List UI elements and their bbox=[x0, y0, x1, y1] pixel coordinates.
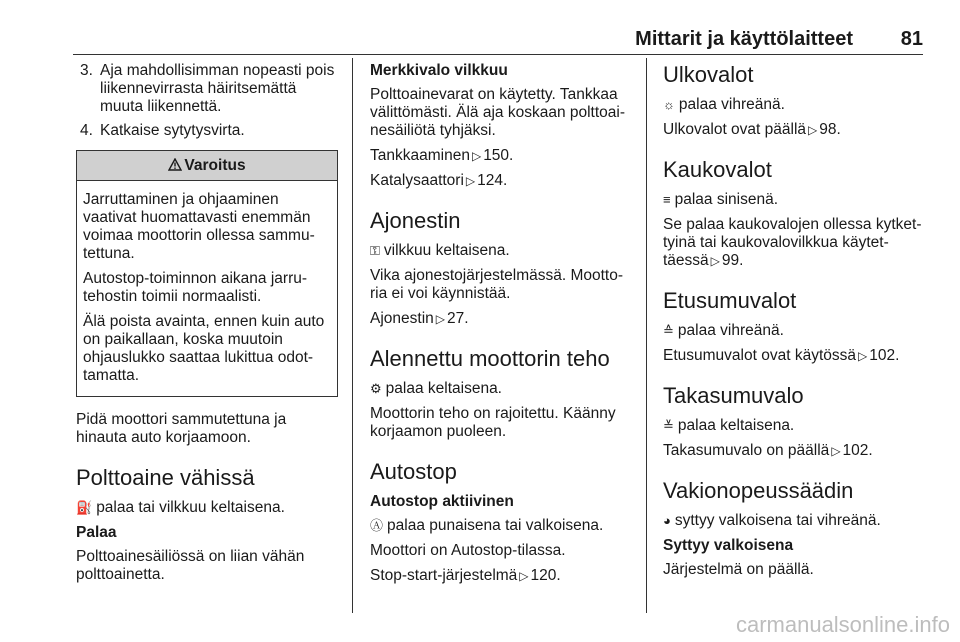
list-item: 4. Katkaise sytytysvirta. bbox=[80, 122, 245, 139]
page-ref-icon: ▷ bbox=[465, 174, 476, 188]
warning-body: Jarruttaminen ja ohjaaminen vaativat huomattavasti enemmän voimaa moottorin ollessa sammutettuna. Autostop-toiminnon aikana jarrutehostin toimii normaalisti. Älä poista avainta, ennen kuin auto on paikallaan, koska muutoin ohjauslukko saattaa lukittua odottamatta. bbox=[83, 191, 325, 384]
page-link[interactable]: 150. bbox=[483, 147, 514, 164]
column-1: 3. Aja mahdollisimman nopeasti pois liikennevirrasta häiritsemättä muuta liikennettä. 4. Katkaise sytytysvirta. Varoitus Jarruttaminen ja ohjaaminen vaativat huomattavasti enemmän voimaa moottorin ollessa sammutettuna. Autostop-toiminnon aikana jarrutehostin toimii normaalisti. Älä poista avainta, ennen kuin auto on paikallaan, koska muutoin ohjauslukko saattaa lukittua odottamatta. Pidä moottori sammutettuna ja hinauta auto korjaamoon. Polttoaine vähissä ⛽ palaa tai vilkkuu keltaisena. Palaa Polttoainesäiliössä on liian vähän polttoainetta. bbox=[76, 62, 338, 591]
page-link[interactable]: 99. bbox=[721, 252, 744, 269]
page-ref-icon: ▷ bbox=[858, 349, 868, 363]
cruise-control-icon: ◕ bbox=[663, 513, 671, 528]
subheading-lights-white: Syttyy valkoisena bbox=[663, 537, 794, 554]
page-ref-icon: ▷ bbox=[710, 254, 720, 268]
warning-triangle-icon bbox=[168, 158, 182, 171]
heading-high-beam: Kaukovalot bbox=[663, 157, 772, 182]
heading-cruise-control: Vakionopeussäädin bbox=[663, 478, 854, 503]
page-ref-icon: ▷ bbox=[471, 149, 482, 163]
watermark: carmanualsonline.info bbox=[735, 612, 950, 637]
engine-power-icon: ⚙ bbox=[370, 381, 382, 396]
heading-exterior-lights: Ulkovalot bbox=[663, 62, 754, 87]
subheading-on: Palaa bbox=[76, 524, 117, 541]
header-rule bbox=[73, 54, 923, 55]
high-beam-icon: ≡ bbox=[663, 192, 671, 207]
warning-box bbox=[76, 150, 338, 397]
fuel-pump-icon: ⛽ bbox=[76, 500, 93, 515]
column-3: Ulkovalot ☼ palaa vihreänä. Ulkovalot ovat päällä ▷ 98. Kaukovalot ≡ palaa sinisenä. Se palaa kaukovalojen ollessa kytkettyinä tai kaukovalovilkkua käytettäessä ▷ 99. Etusumuvalot ≙ palaa vihreänä. Etusumuvalot ovat käytössä ▷ 102. Takasumuvalo ≚ palaa keltaisena. Takasumuvalo on päällä ▷ 102. Vakionopeussäädin ◕ syttyy valkoisena tai vihreänä. Syttyy valkoisena Järjestelmä on päällä. bbox=[663, 62, 928, 586]
page-link[interactable]: 27. bbox=[447, 310, 469, 327]
heading-fuel-low: Polttoaine vähissä bbox=[76, 465, 255, 490]
warning-header: Varoitus bbox=[77, 151, 337, 181]
heading-reduced-power: Alennettu moottorin teho bbox=[370, 346, 610, 371]
page-link[interactable]: 120. bbox=[530, 567, 561, 584]
rear-fog-light-icon: ≚ bbox=[663, 418, 674, 433]
page-ref-icon: ▷ bbox=[808, 123, 818, 137]
steps-list bbox=[76, 62, 338, 140]
heading-immobiliser: Ajonestin bbox=[370, 208, 461, 233]
subheading-blinking: Merkkivalo vilkkuu bbox=[370, 62, 508, 79]
heading-autostop: Autostop bbox=[370, 459, 457, 484]
autostop-icon: Ⓐ bbox=[370, 518, 384, 533]
page-header bbox=[73, 28, 923, 54]
exterior-light-icon: ☼ bbox=[663, 97, 675, 112]
list-item: 3. Aja mahdollisimman nopeasti pois liikennevirrasta häiritsemättä muuta liikennettä. bbox=[80, 62, 335, 115]
page-link[interactable]: 102. bbox=[869, 347, 900, 364]
car-key-icon: ⚿ bbox=[370, 243, 380, 258]
page-link[interactable]: 124. bbox=[477, 172, 508, 189]
page-link[interactable]: 98. bbox=[819, 121, 841, 138]
column-2: Merkkivalo vilkkuu Polttoainevarat on käytetty. Tankkaa välittömästi. Älä aja koskaan polttoainesäiliötä tyhjäksi. Tankkaaminen ▷ 150. Katalysaattori ▷ 124. Ajonestin ⚿ vilkkuu keltaisena. Vika ajonestojärjestelmässä. Moottoria ei voi käynnistää. Ajonestin ▷ 27. Alennettu moottorin teho ⚙ palaa keltaisena. Moottorin teho on rajoitettu. Käänny korjaamon puoleen. Autostop Autostop aktiivinen Ⓐ palaa punaisena tai valkoisena. Moottori on Autostop-tilassa. Stop-start-järjestelmä ▷ 120. bbox=[370, 62, 632, 592]
page-ref-icon: ▷ bbox=[831, 444, 841, 458]
subheading-autostop-active: Autostop aktiivinen bbox=[370, 493, 514, 510]
column-divider-2 bbox=[646, 58, 647, 613]
column-divider-1 bbox=[352, 58, 353, 613]
page-ref-icon: ▷ bbox=[435, 312, 445, 326]
heading-rear-fog: Takasumuvalo bbox=[663, 383, 804, 408]
page-link[interactable]: 102. bbox=[842, 442, 873, 459]
page-title: Mittarit ja käyttölaitteet bbox=[635, 28, 853, 50]
front-fog-light-icon: ≙ bbox=[663, 323, 674, 338]
heading-front-fog: Etusumuvalot bbox=[663, 288, 797, 313]
page-ref-icon: ▷ bbox=[519, 569, 529, 583]
page-number: 81 bbox=[900, 28, 923, 50]
